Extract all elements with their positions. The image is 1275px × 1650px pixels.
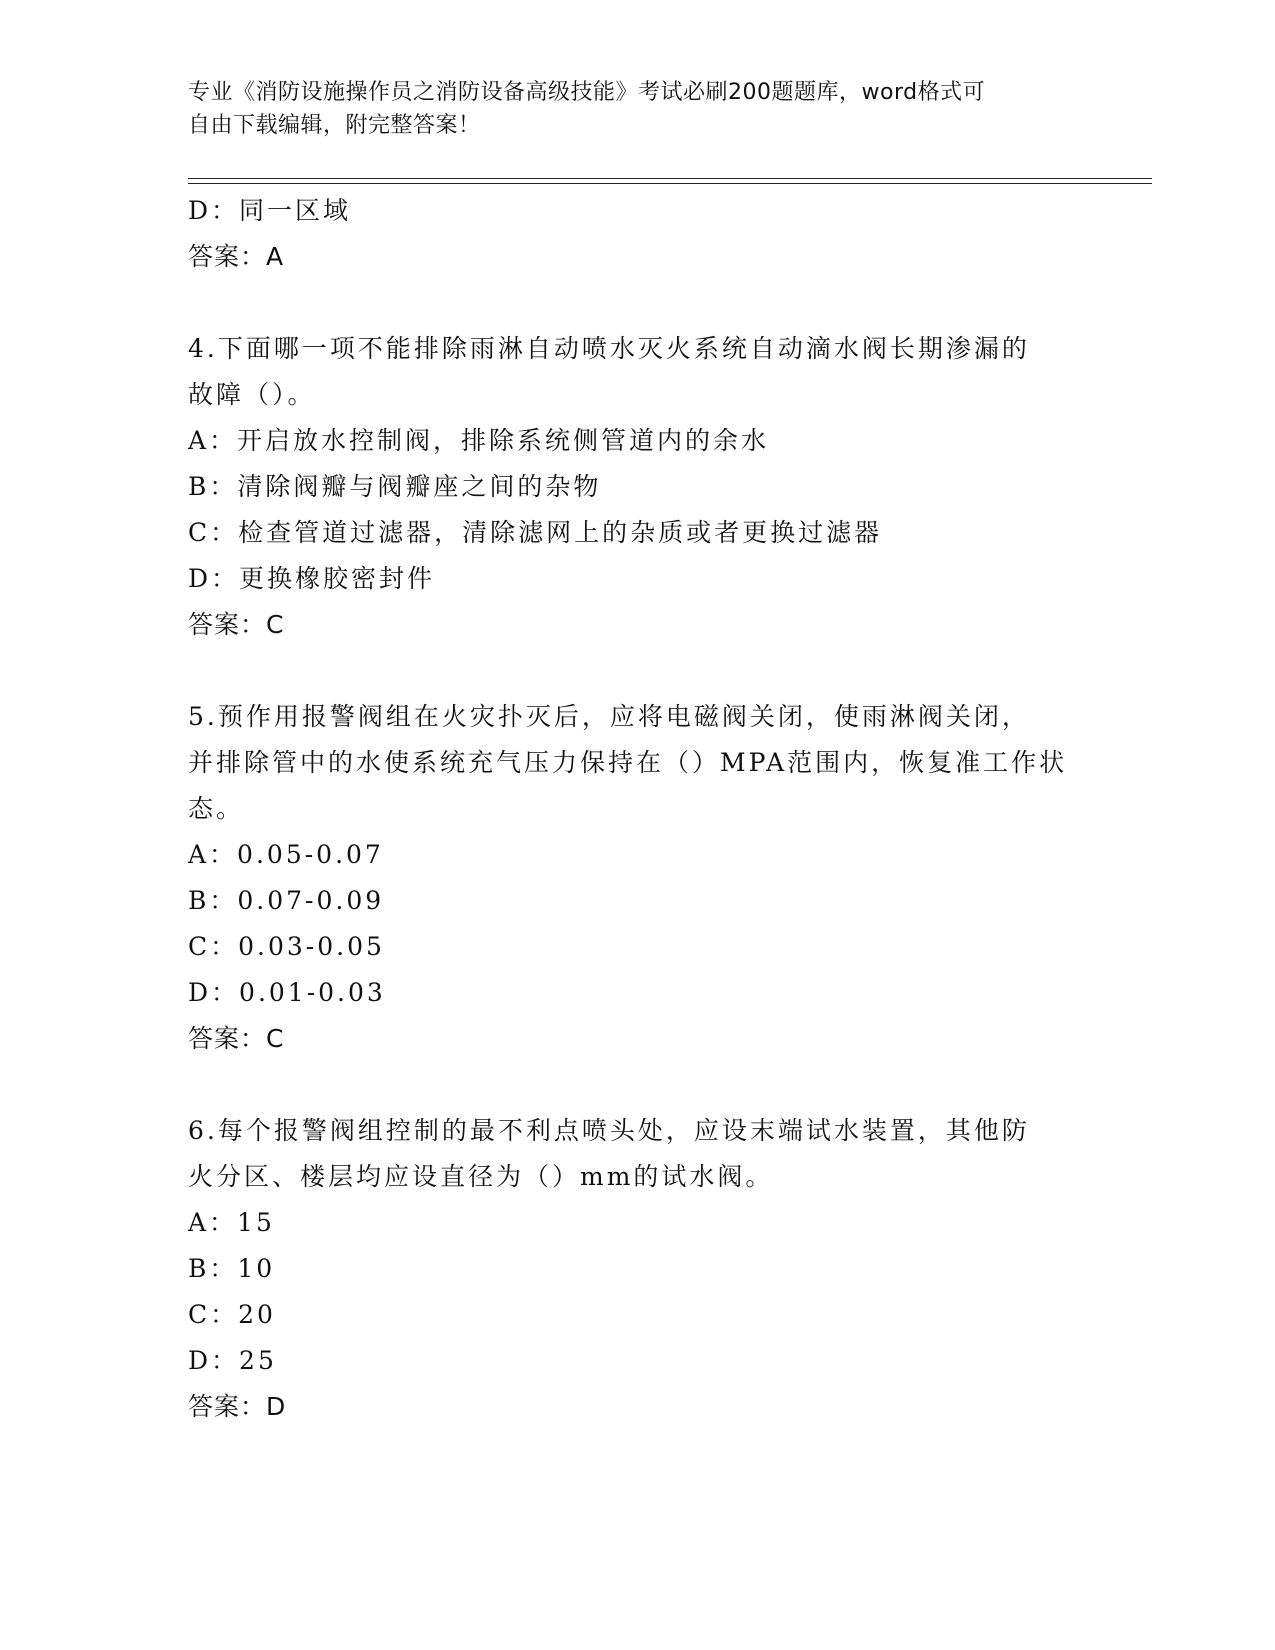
option-c: C：检查管道过滤器，清除滤网上的杂质或者更换过滤器	[188, 518, 883, 547]
spacer	[188, 648, 1088, 694]
question-text-line: 6.每个报警阀组控制的最不利点喷头处，应设末端试水装置，其他防	[188, 1116, 1030, 1145]
question-text-line: 态。	[188, 794, 245, 823]
option-c: C：0.03-0.05	[188, 932, 385, 961]
header-divider-top	[188, 178, 1152, 179]
prev-option-d: D：同一区域	[188, 196, 352, 225]
question-4	[188, 326, 1088, 648]
prev-answer: 答案：A	[188, 242, 285, 271]
spacer	[188, 280, 1088, 326]
question-list	[188, 188, 1088, 1430]
option-b: B：清除阀瓣与阀瓣座之间的杂物	[188, 472, 602, 501]
question-text-line: 5.预作用报警阀组在火灾扑灭后，应将电磁阀关闭，使雨淋阀关闭，	[188, 702, 1030, 731]
question-text-line: 4.下面哪一项不能排除雨淋自动喷水灭火系统自动滴水阀长期渗漏的	[188, 334, 1030, 363]
option-d: D：更换橡胶密封件	[188, 564, 436, 593]
header-line-1: 专业《消防设施操作员之消防设备高级技能》考试必刷200题题库，word格式可	[188, 80, 986, 105]
answer: 答案：C	[188, 610, 285, 639]
header-line-2: 自由下载编辑，附完整答案！	[188, 113, 481, 138]
option-a: A：开启放水控制阀，排除系统侧管道内的余水	[188, 426, 770, 455]
option-a: A：0.05-0.07	[188, 840, 384, 869]
option-c: C：20	[188, 1300, 276, 1329]
option-a: A：15	[188, 1208, 275, 1237]
answer: 答案：C	[188, 1024, 285, 1053]
question-6	[188, 1108, 1088, 1430]
question-text-line: 并排除管中的水使系统充气压力保持在（）MPA范围内，恢复准工作状	[188, 748, 1068, 777]
answer: 答案：D	[188, 1392, 287, 1421]
page-header	[188, 76, 1088, 142]
header-divider-bottom	[188, 183, 1152, 184]
question-5	[188, 694, 1088, 1062]
option-b: B：0.07-0.09	[188, 886, 385, 915]
option-b: B：10	[188, 1254, 276, 1283]
spacer	[188, 1062, 1088, 1108]
question-text-line: 故障（）。	[188, 380, 316, 409]
question-text-line: 火分区、楼层均应设直径为（）mm的试水阀。	[188, 1162, 774, 1191]
option-d: D：0.01-0.03	[188, 978, 386, 1007]
option-d: D：25	[188, 1346, 277, 1375]
